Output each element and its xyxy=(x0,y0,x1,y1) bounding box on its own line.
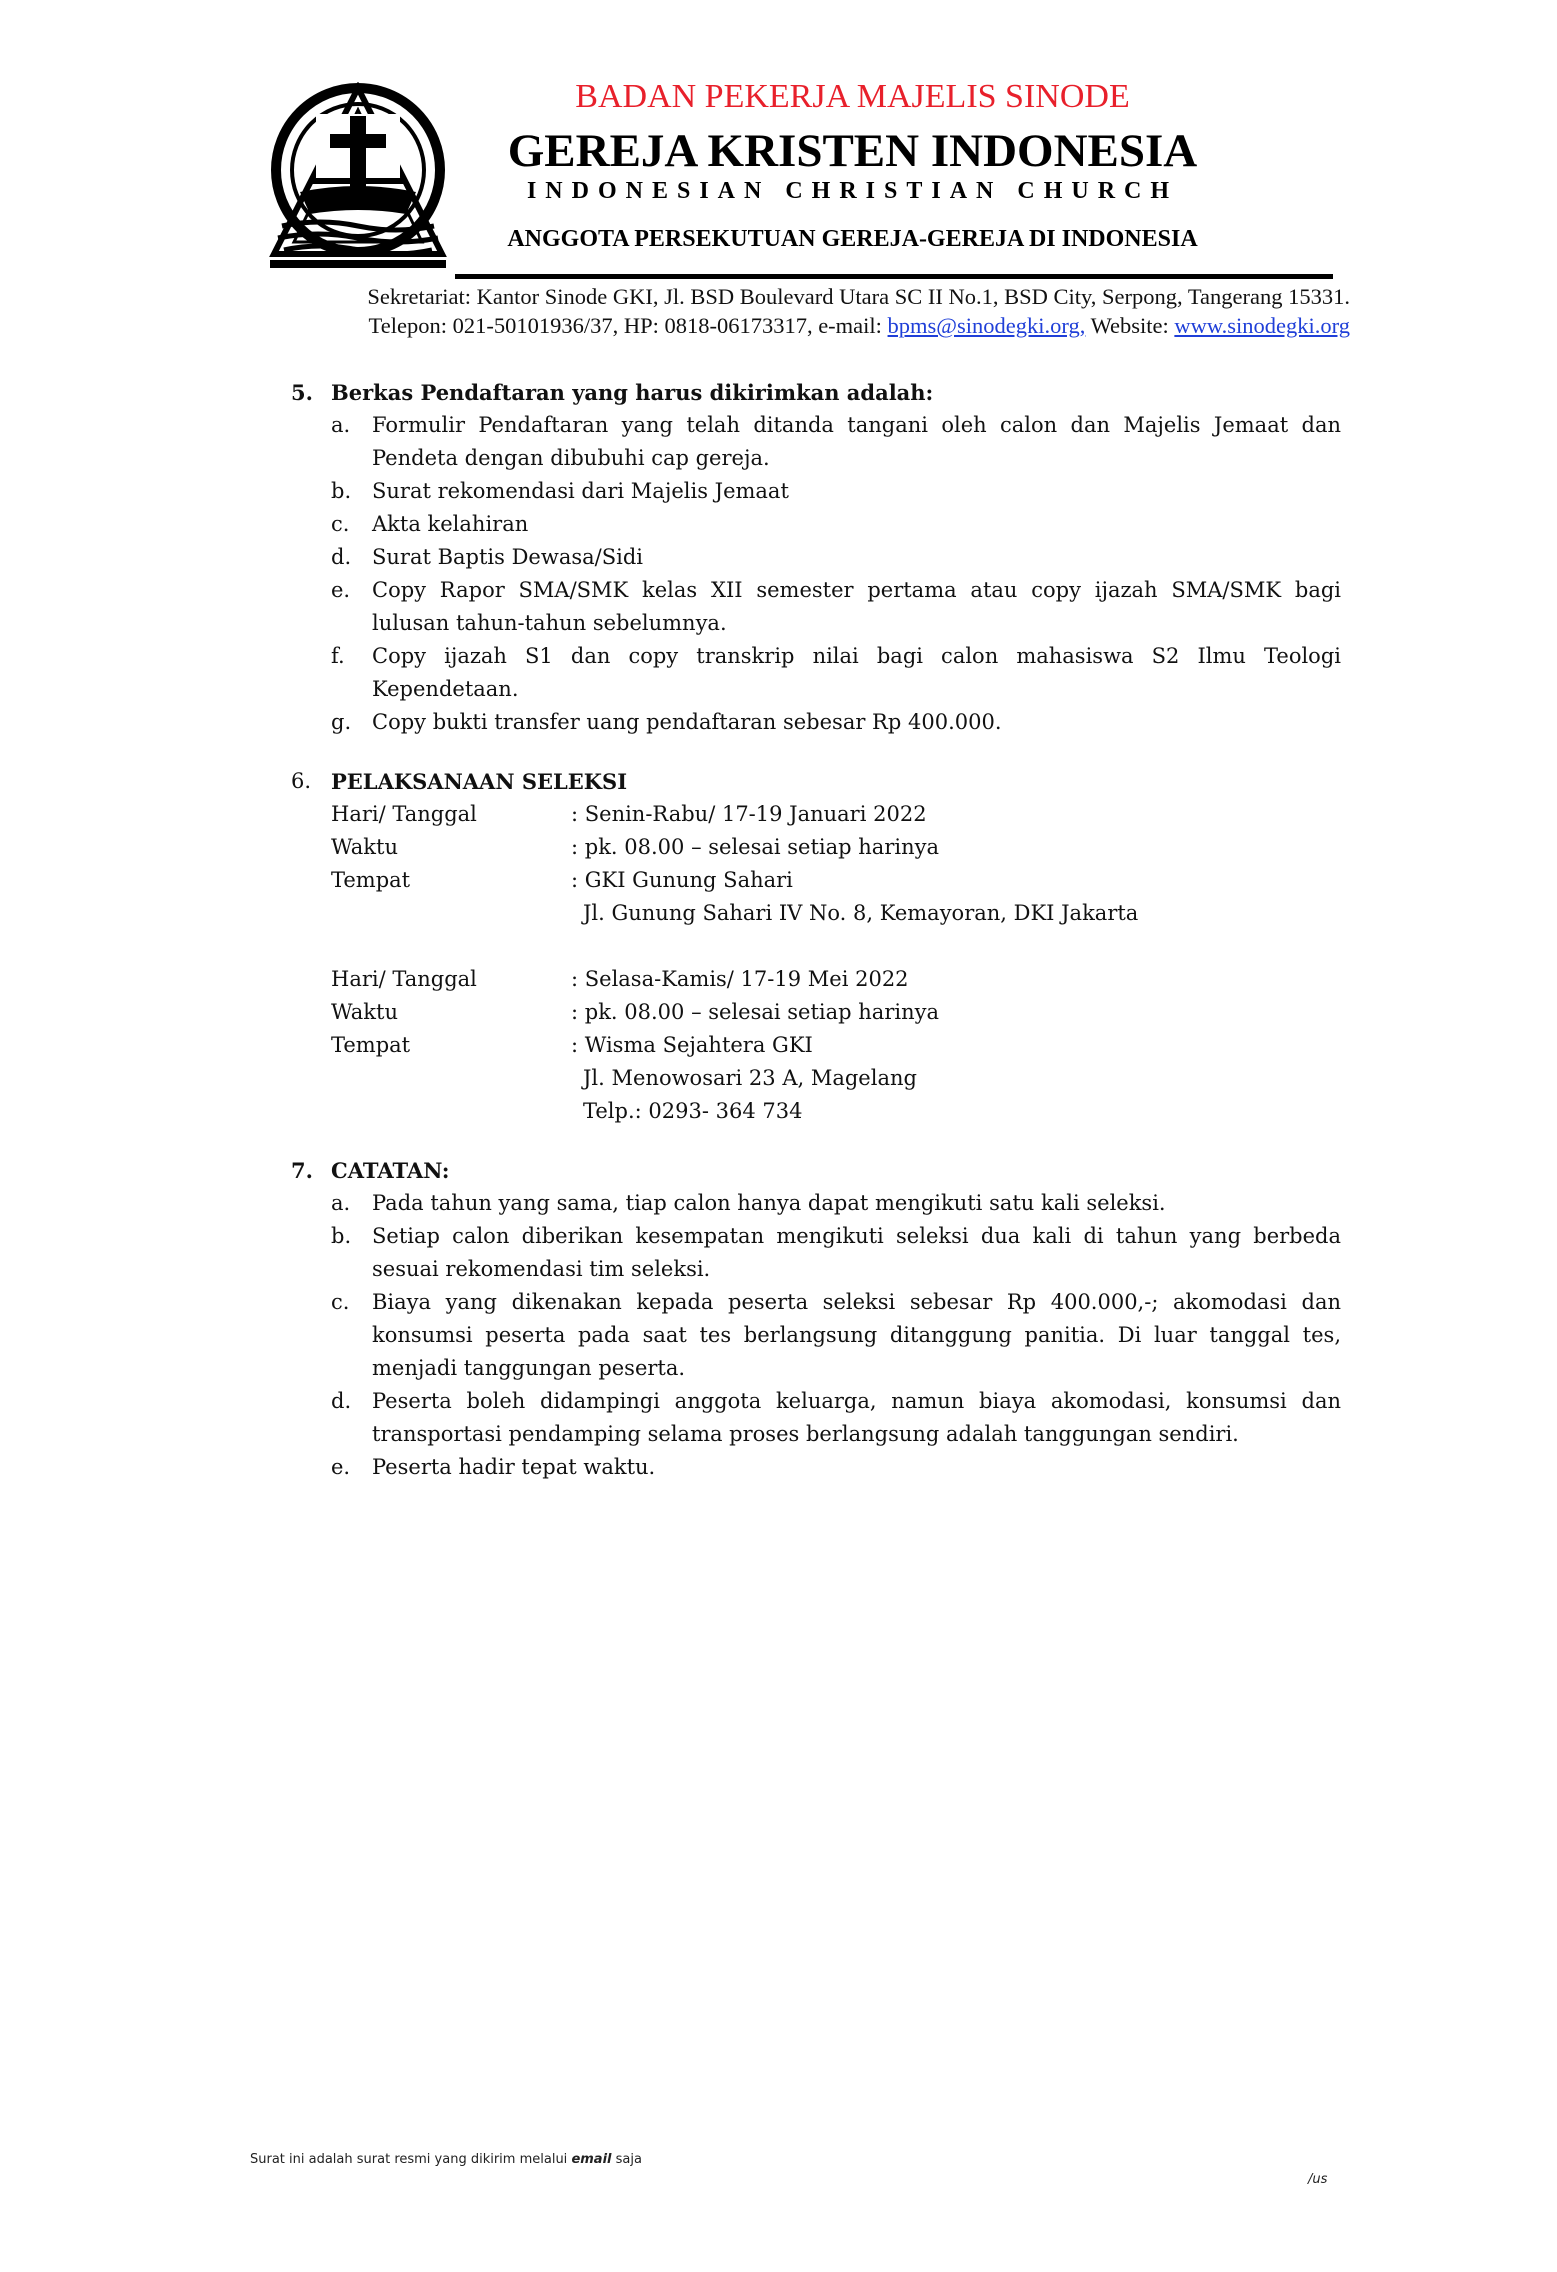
list-item-text: Peserta hadir tepat waktu. xyxy=(372,1455,656,1479)
list-item-text: Copy bukti transfer uang pendaftaran sebesar Rp 400.000. xyxy=(372,710,1002,734)
footer-note xyxy=(250,2152,642,2167)
gki-church-emblem-icon xyxy=(260,82,456,278)
date-label: Hari/ Tanggal xyxy=(331,802,477,826)
list-item xyxy=(331,1220,1341,1286)
list-marker: a. xyxy=(331,1191,351,1215)
section-number: 6. xyxy=(291,769,312,793)
section-title: PELAKSANAAN SELEKSI xyxy=(331,769,628,794)
list-item xyxy=(331,1286,1341,1385)
date-value: : Selasa-Kamis/ 17-19 Mei 2022 xyxy=(571,967,909,991)
letterhead-membership: ANGGOTA PERSEKUTUAN GEREJA-GEREJA DI INDONESIA xyxy=(507,226,1198,252)
list-marker: c. xyxy=(331,512,350,536)
time-value: : pk. 08.00 – selesai setiap harinya xyxy=(571,1000,939,1024)
list-item-text: Surat Baptis Dewasa/Sidi xyxy=(372,545,643,569)
letterhead-org-line: BADAN PEKERJA MAJELIS SINODE xyxy=(575,78,1130,115)
letterhead-church-name: GEREJA KRISTEN INDONESIA xyxy=(507,125,1198,177)
list-item-text: Pada tahun yang sama, tiap calon hanya dapat mengikuti satu kali seleksi. xyxy=(372,1191,1166,1215)
date-label: Hari/ Tanggal xyxy=(331,967,477,991)
list-item-text: Surat rekomendasi dari Majelis Jemaat xyxy=(372,479,789,503)
requirements-list xyxy=(291,409,1341,739)
letterhead-divider xyxy=(455,274,1333,279)
place-label: Tempat xyxy=(331,1033,411,1057)
email-link[interactable]: bpms@sinodegki.org, xyxy=(887,313,1086,338)
list-marker: a. xyxy=(331,413,351,437)
list-item-text: Biaya yang dikenakan kepada peserta seleksi sebesar Rp 400.000,-; akomodasi dan konsumsi peserta pada saat tes berlangsung ditanggung panitia. Di luar tanggal tes, menjadi tanggungan peserta. xyxy=(372,1290,1341,1380)
list-marker: b. xyxy=(331,1224,352,1248)
list-item-text: Akta kelahiran xyxy=(372,512,529,536)
time-label: Waktu xyxy=(331,835,398,859)
list-item xyxy=(331,1451,1341,1484)
spacer xyxy=(291,930,1341,963)
list-marker: f. xyxy=(331,644,345,668)
place-value: : Wisma Sejahtera GKI xyxy=(571,1033,813,1057)
section-heading xyxy=(291,765,1341,798)
date-value: : Senin-Rabu/ 17-19 Januari 2022 xyxy=(571,802,927,826)
footer-note-text: Surat ini adalah surat resmi yang dikirim melalui xyxy=(250,2152,572,2167)
list-marker: d. xyxy=(331,1389,352,1413)
section-heading xyxy=(291,376,1341,409)
list-item xyxy=(331,1187,1341,1220)
footer-initials: /us xyxy=(1308,2172,1328,2187)
letter-body xyxy=(291,376,1341,1484)
section-number: 5. xyxy=(291,380,313,405)
place-address: Jl. Gunung Sahari IV No. 8, Kemayoran, DKI Jakarta xyxy=(583,901,1139,925)
section-heading xyxy=(291,1154,1341,1187)
list-marker: e. xyxy=(331,578,351,602)
place-phone: Telp.: 0293- 364 734 xyxy=(583,1099,803,1123)
time-value: : pk. 08.00 – selesai setiap harinya xyxy=(571,835,939,859)
letterhead-contact xyxy=(270,313,1350,339)
place-label: Tempat xyxy=(331,868,411,892)
list-marker: b. xyxy=(331,479,352,503)
notes-list xyxy=(291,1187,1341,1484)
list-item xyxy=(331,409,1341,475)
footer-note-email-word: email xyxy=(571,2152,612,2167)
list-marker: c. xyxy=(331,1290,350,1314)
list-item xyxy=(331,1385,1341,1451)
list-item-text: Peserta boleh didampingi anggota keluarga, namun biaya akomodasi, konsumsi dan transportasi pendamping selama proses berlangsung adalah tanggungan sendiri. xyxy=(372,1389,1341,1446)
list-marker: d. xyxy=(331,545,352,569)
list-item-text: Formulir Pendaftaran yang telah ditanda tangani oleh calon dan Majelis Jemaat dan Pendeta dengan dibubuhi cap gereja. xyxy=(372,413,1341,470)
place-address: Jl. Menowosari 23 A, Magelang xyxy=(583,1066,917,1090)
list-marker: g. xyxy=(331,710,352,734)
section-title: CATATAN: xyxy=(331,1158,450,1183)
letterhead-english-name: INDONESIAN CHRISTIAN CHURCH xyxy=(526,178,1179,204)
place-value: : GKI Gunung Sahari xyxy=(571,868,793,892)
list-item-text: Copy Rapor SMA/SMK kelas XII semester pertama atau copy ijazah SMA/SMK bagi lulusan tahun-tahun sebelumnya. xyxy=(372,578,1341,635)
footer-note-end: saja xyxy=(611,2152,642,2167)
list-item-text: Copy ijazah S1 dan copy transkrip nilai bagi calon mahasiswa S2 Ilmu Teologi Kependetaan. xyxy=(372,644,1341,701)
section-requirements xyxy=(291,376,1341,739)
list-item-text: Setiap calon diberikan kesempatan mengikuti seleksi dua kali di tahun yang berbeda sesuai rekomendasi tim seleksi. xyxy=(372,1224,1341,1281)
section-number: 7. xyxy=(291,1158,313,1183)
list-item xyxy=(331,508,1341,541)
section-title: Berkas Pendaftaran yang harus dikirimkan adalah: xyxy=(331,380,934,405)
list-item xyxy=(331,640,1341,706)
letterhead-phone: Telepon: 021-50101936/37, HP: 0818-06173317, e-mail: xyxy=(368,313,888,338)
time-label: Waktu xyxy=(331,1000,398,1024)
list-item xyxy=(331,706,1341,739)
list-item xyxy=(331,541,1341,574)
list-marker: e. xyxy=(331,1455,351,1479)
section-notes xyxy=(291,1154,1341,1484)
section-selection-schedule xyxy=(291,765,1341,1128)
letterhead-address: Sekretariat: Kantor Sinode GKI, Jl. BSD Boulevard Utara SC II No.1, BSD City, Serpong, Tangerang 15331. xyxy=(367,284,1350,309)
schedule-block-magelang xyxy=(331,963,1341,1128)
schedule-block-jakarta xyxy=(331,798,1341,930)
website-label: Website: xyxy=(1085,313,1175,338)
website-link[interactable]: www.sinodegki.org xyxy=(1174,313,1350,338)
list-item xyxy=(331,574,1341,640)
list-item xyxy=(331,475,1341,508)
